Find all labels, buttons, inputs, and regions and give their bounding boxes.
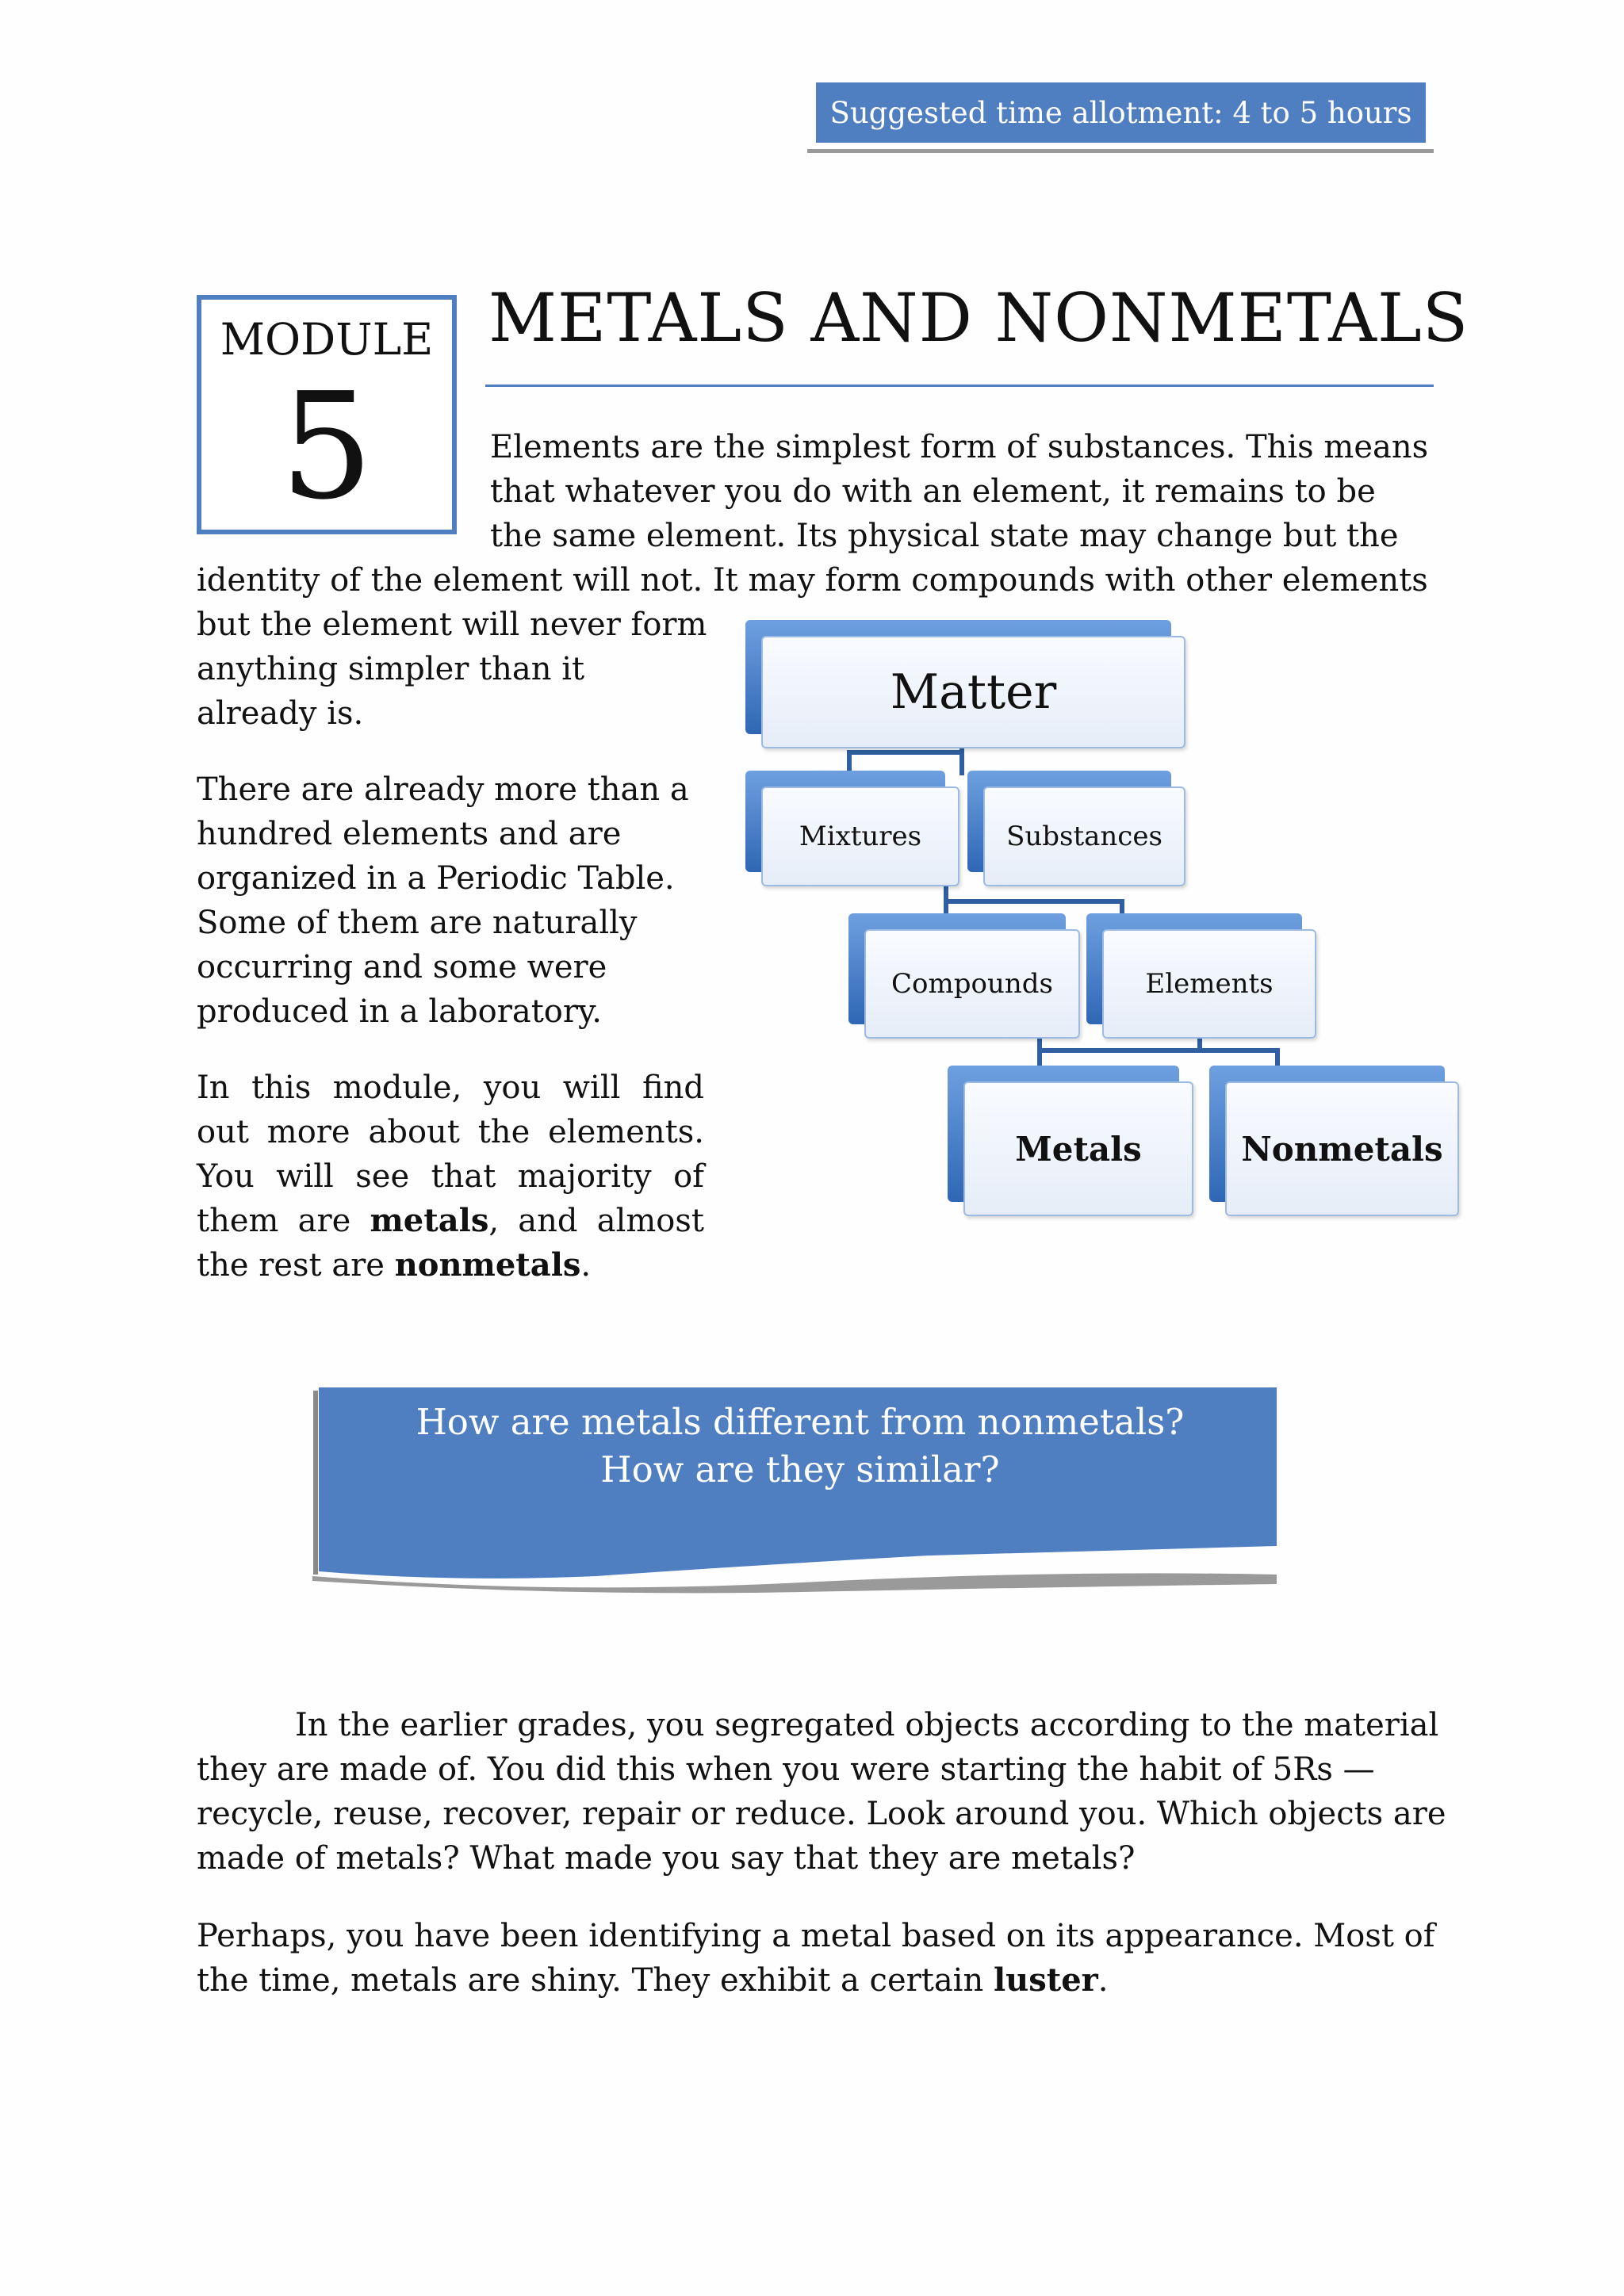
title-rule [485, 385, 1434, 387]
node-elements [1086, 913, 1316, 1039]
node-compounds [848, 913, 1080, 1039]
paragraph-line: organized in a Periodic Table. [197, 860, 675, 897]
page-title: METALS AND NONMETALS [488, 279, 1469, 357]
question-line: How are they similar? [600, 1448, 1000, 1490]
paragraph-line: made of metals? What made you say that they are metals? [197, 1840, 1136, 1877]
node-metals [948, 1066, 1193, 1216]
node-matter [745, 620, 1185, 748]
paragraph-line: There are already more than a [197, 771, 689, 808]
question-line: How are metals different from nonmetals? [416, 1401, 1185, 1443]
bold-term-nonmetals: nonmetals [394, 1246, 581, 1284]
justified-line: out more about the elements. [197, 1114, 704, 1150]
node-label: Elements [1145, 968, 1274, 1000]
paragraph-line: In the earlier grades, you segregated objects according to the material [295, 1707, 1439, 1743]
paragraph-line: hundred elements and are [197, 816, 622, 852]
connector [1037, 1048, 1280, 1053]
justified-line: In this module, you will find [197, 1070, 704, 1106]
justified-line: You will see that majority of [197, 1158, 704, 1195]
intro-line: the same element. Its physical state may change but the [490, 518, 1399, 554]
question-banner [311, 1387, 1278, 1601]
paragraph-line: occurring and some were [197, 949, 607, 985]
time-allotment-text: Suggested time allotment: 4 to 5 hours [829, 95, 1412, 130]
intro-line: already is. [197, 695, 364, 732]
body-paragraph-2 [197, 1914, 1435, 2003]
paragraph-line: the time, metals are shiny. They exhibit a certain luster. [197, 1961, 1109, 1999]
connector [944, 899, 1124, 904]
paragraph-line: recycle, reuse, recover, repair or reduce. Look around you. Which objects are [197, 1796, 1446, 1832]
intro-line: that whatever you do with an element, it remains to be [490, 473, 1376, 510]
node-substances [967, 771, 1185, 886]
matter-hierarchy-diagram [745, 610, 1459, 1229]
node-nonmetals [1209, 1066, 1459, 1216]
node-label: Mixtures [799, 821, 922, 852]
body-paragraph-1 [197, 1703, 1446, 1881]
module-box [197, 295, 457, 534]
intro-line: identity of the element will not. It may form compounds with other elements [197, 562, 1428, 599]
time-allotment-badge [816, 82, 1426, 143]
periodic-table-paragraph [197, 767, 689, 1034]
connector [847, 750, 964, 755]
intro-line: but the element will never form [197, 607, 707, 643]
module-number: 5 [280, 361, 373, 532]
intro-line: Elements are the simplest form of substances. This means [490, 429, 1429, 465]
header-rule [807, 149, 1434, 153]
justified-line: them are metals, and almost [197, 1202, 704, 1239]
paragraph-line: Perhaps, you have been identifying a metal based on its appearance. Most of [197, 1918, 1435, 1954]
node-mixtures [745, 771, 959, 886]
node-label: Nonmetals [1241, 1129, 1443, 1169]
paragraph-line: they are made of. You did this when you were starting the habit of 5Rs — [197, 1751, 1375, 1788]
module-label: MODULE [220, 314, 434, 365]
intro-line: anything simpler than it [197, 651, 585, 687]
paragraph-line: produced in a laboratory. [197, 993, 602, 1030]
node-label: Metals [1015, 1129, 1142, 1169]
bold-term-metals: metals [370, 1202, 489, 1239]
node-label: Matter [890, 664, 1057, 720]
banner-text [322, 1399, 1278, 1494]
node-label: Compounds [891, 968, 1053, 1000]
intro-paragraph-top [490, 425, 1428, 558]
node-label: Substances [1006, 821, 1162, 852]
connector [959, 752, 964, 775]
paragraph-line: Some of them are naturally [197, 905, 638, 941]
bold-term-luster: luster [993, 1961, 1098, 1999]
module-overview-paragraph [197, 1066, 704, 1288]
paragraph-line: the rest are nonmetals. [197, 1246, 592, 1284]
